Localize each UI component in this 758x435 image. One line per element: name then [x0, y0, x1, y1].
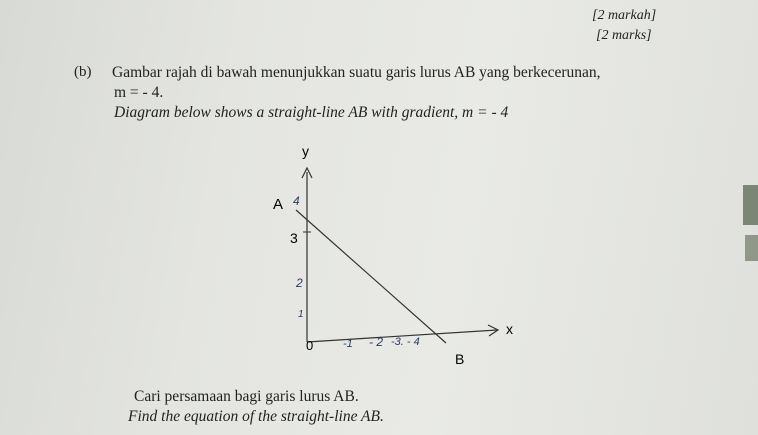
point-b-label: B	[455, 351, 465, 367]
marks-english: [2 marks]	[596, 28, 652, 43]
handwritten-y-4: 4	[293, 194, 300, 208]
right-edge-mark	[743, 185, 758, 225]
line-ab	[296, 210, 446, 343]
handwritten-y-2: 2	[296, 276, 303, 290]
find-english: Find the equation of the straight-line AB.	[128, 408, 384, 425]
handwritten-y-1: 1	[298, 309, 304, 320]
y-axis-label: y	[302, 143, 309, 159]
handwritten-x-neg2: - 2	[369, 335, 384, 349]
question-malay-line-1: Gambar rajah di bawah menunjukkan suatu garis lurus AB yang berkecerunan,	[112, 64, 601, 81]
x-axis-label: x	[506, 321, 513, 337]
marks-malay: [2 markah]	[592, 8, 657, 23]
question-english-line: Diagram below shows a straight-line AB with gradient, m = - 4	[114, 104, 509, 121]
y-tick-3-label: 3	[290, 230, 298, 246]
find-malay: Cari persamaan bagi garis lurus AB.	[134, 388, 359, 405]
point-a-label: A	[273, 196, 284, 213]
handwritten-x-neg1: -1	[343, 338, 353, 350]
origin-label: 0	[306, 338, 314, 353]
right-edge-mark-lower	[745, 235, 758, 261]
question-malay-line-2: m = - 4.	[114, 84, 164, 101]
part-label: (b)	[74, 64, 92, 80]
handwritten-x-neg3-4: -3. - 4	[391, 336, 420, 348]
